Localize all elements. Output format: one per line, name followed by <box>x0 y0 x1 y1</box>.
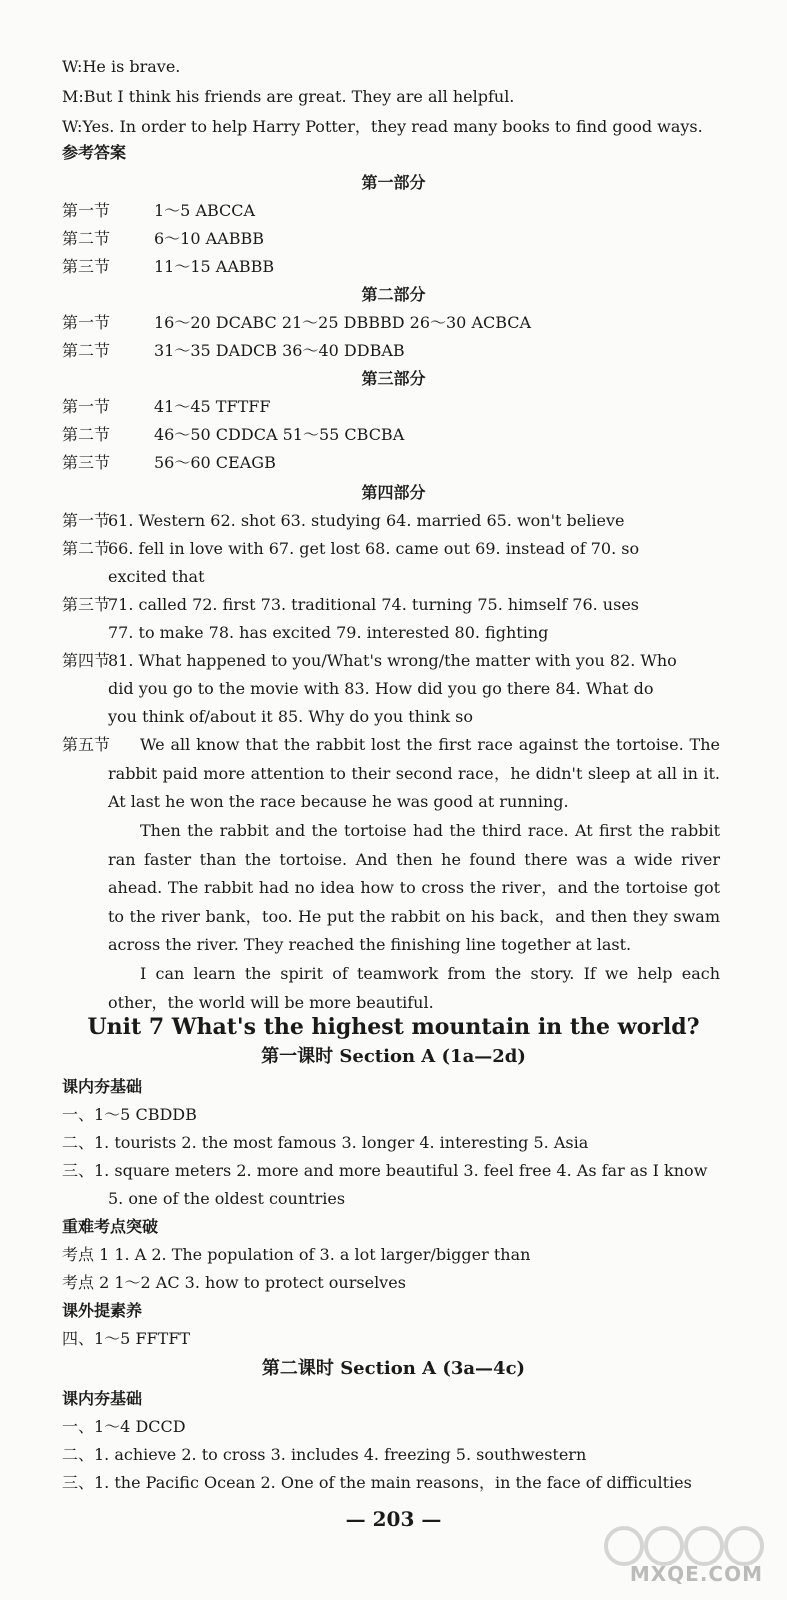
lesson2-basic-heading: 课内夯基础 <box>62 1389 143 1408</box>
part4-section3-label: 第三节 <box>62 595 111 614</box>
answer-heading: 参考答案 <box>62 143 127 162</box>
lesson1-keypoint-2: 考点 2 1～2 AC 3. how to protect ourselves <box>62 1273 406 1292</box>
section-label: 第三节 <box>62 453 111 472</box>
part4-section2-line1: 66. fell in love with 67. get lost 68. came out 69. instead of 70. so <box>108 539 640 558</box>
part4-section2-line2: excited that <box>108 567 205 586</box>
part3-title: 第三部分 <box>361 369 426 388</box>
part4-section4-label: 第四节 <box>62 651 111 670</box>
answer-text: 41～45 TFTFF <box>154 397 271 416</box>
answer-text: 11～15 AABBB <box>154 257 275 276</box>
lesson2-q3: 三、1. the Pacific Ocean 2. One of the main reasons，in the face of difficulties <box>62 1473 692 1492</box>
part1-row-3 <box>62 256 274 278</box>
part3-row-2 <box>62 424 404 446</box>
answer-text: 56～60 CEAGB <box>154 453 276 472</box>
answer-text: 16～20 DCABC 21～25 DBBBD 26～30 ACBCA <box>154 313 532 332</box>
part2-row-1 <box>62 312 531 334</box>
lesson1-q3-line1: 三、1. square meters 2. more and more beautiful 3. feel free 4. As far as I know <box>62 1161 708 1180</box>
part4-section1-label: 第一节 <box>62 511 111 530</box>
part4-section4-line3: you think of/about it 85. Why do you think so <box>108 707 474 726</box>
part3-row-1 <box>62 396 270 418</box>
part4-section2-label: 第二节 <box>62 539 111 558</box>
part4-section3-line2: 77. to make 78. has excited 79. interested 80. fighting <box>108 623 549 642</box>
section-label: 第三节 <box>62 257 111 276</box>
part1-row-2 <box>62 228 264 250</box>
dialogue-line-1: W:He is brave. <box>62 57 181 76</box>
dialogue-line-3: W:Yes. In order to help Harry Potter，they read many books to find good ways. <box>62 117 703 136</box>
part2-row-2 <box>62 340 405 362</box>
part1-title: 第一部分 <box>361 173 426 192</box>
lesson1-basic-heading: 课内夯基础 <box>62 1077 143 1096</box>
section-label: 第一节 <box>62 397 111 416</box>
essay-paragraph-3: I can learn the spirit of teamwork from the story. If we help each other，the world will be more beautiful. <box>108 964 720 1012</box>
part4-section1-text: 61. Western 62. shot 63. studying 64. married 65. won't believe <box>108 511 625 530</box>
unit-title: Unit 7 What's the highest mountain in the world? <box>87 1014 700 1040</box>
essay-paragraph-2: Then the rabbit and the tortoise had the third race. At first the rabbit ran faster than the tortoise. And then he found there was a wide river ahead. The rabbit had no idea how to cross the river，and the tortoise got to the river bank，too. He put the rabbit on his back，and then they swam across the river. They reached the finishing line together at last. <box>108 821 720 954</box>
section-label: 第二节 <box>62 425 111 444</box>
section-label: 第一节 <box>62 313 111 332</box>
lesson1-title: 第一课时 Section A (1a—2d) <box>261 1046 526 1067</box>
part2-title: 第二部分 <box>361 285 426 304</box>
answer-text: 1～5 ABCCA <box>154 201 256 220</box>
page-number: — 203 — <box>345 1507 442 1531</box>
dialogue-line-2: M:But I think his friends are great. They are all helpful. <box>62 87 515 106</box>
part4-section3-line1: 71. called 72. first 73. traditional 74. turning 75. himself 76. uses <box>108 595 639 614</box>
lesson2-q1: 一、1～4 DCCD <box>62 1417 186 1436</box>
answer-text: 6～10 AABBB <box>154 229 265 248</box>
answer-text: 31～35 DADCB 36～40 DDBAB <box>154 341 405 360</box>
part4-title: 第四部分 <box>361 483 426 502</box>
part4-section5-label: 第五节 <box>62 735 111 754</box>
essay-paragraph-1: We all know that the rabbit lost the first race against the tortoise. The rabbit paid more attention to their second race，he didn't sleep at all in it. At last he won the race because he was good at running. <box>108 735 720 811</box>
lesson2-q2: 二、1. achieve 2. to cross 3. includes 4. freezing 5. southwestern <box>62 1445 587 1464</box>
answer-text: 46～50 CDDCA 51～55 CBCBA <box>154 425 405 444</box>
section-label: 第二节 <box>62 341 111 360</box>
lesson1-q4: 四、1～5 FFTFT <box>62 1329 191 1348</box>
lesson1-keypoint-1: 考点 1 1. A 2. The population of 3. a lot larger/bigger than <box>62 1245 531 1264</box>
lesson1-extra-heading: 课外提素养 <box>62 1301 143 1320</box>
part1-row-1 <box>62 200 255 222</box>
lesson1-q1: 一、1～5 CBDDB <box>62 1105 197 1124</box>
part4-section4-line1: 81. What happened to you/What's wrong/the matter with you 82. Who <box>108 651 677 670</box>
section-label: 第二节 <box>62 229 111 248</box>
part3-row-3 <box>62 452 276 474</box>
lesson1-q3-line2: 5. one of the oldest countries <box>108 1189 346 1208</box>
lesson1-key-heading: 重难考点突破 <box>62 1217 159 1236</box>
watermark-text: MXQE.COM <box>629 1562 763 1586</box>
lesson1-q2: 二、1. tourists 2. the most famous 3. longer 4. interesting 5. Asia <box>62 1133 589 1152</box>
lesson2-title: 第二课时 Section A (3a—4c) <box>261 1358 526 1379</box>
section-label: 第一节 <box>62 201 111 220</box>
part4-section4-line2: did you go to the movie with 83. How did you go there 84. What do <box>108 679 654 698</box>
